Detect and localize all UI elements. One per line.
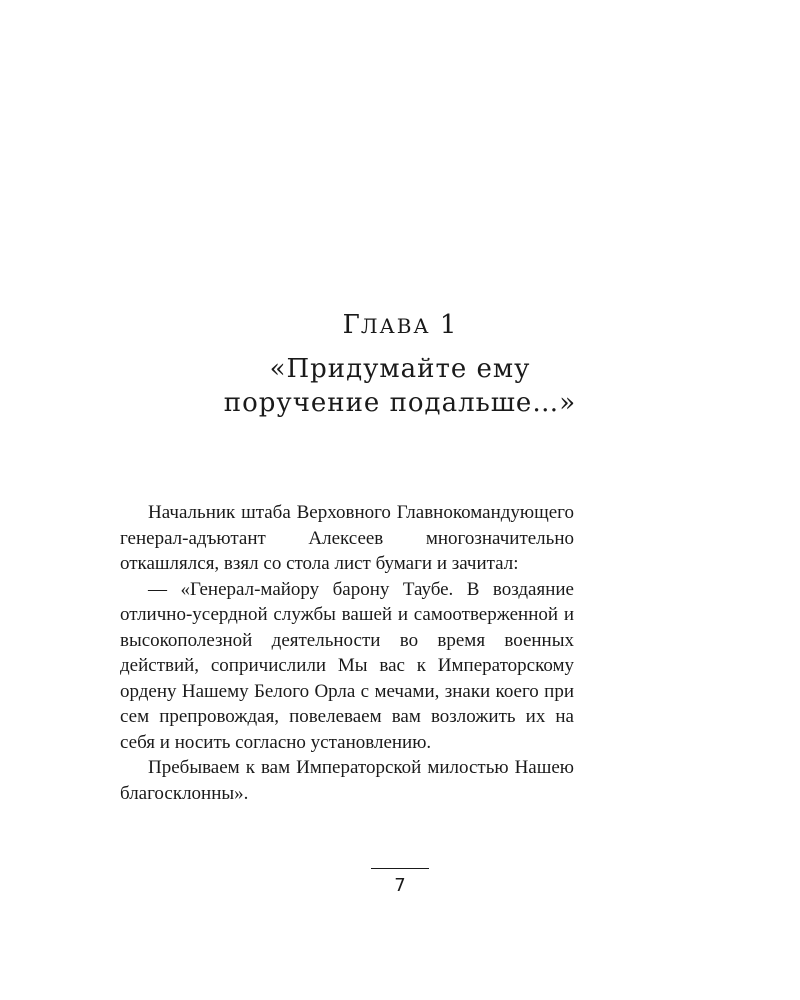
paragraph-3: Пребываем к вам Императорской милостью Нашею благосклонны». xyxy=(120,757,574,804)
chapter-title-line-1: «Придумайте ему xyxy=(269,354,531,384)
body-text xyxy=(120,500,574,806)
paragraph-1: Начальник штаба Верховного Главнокомандующего генерал-адъютант Алексеев многозначительно откашлялся, взял со стола лист бумаги и зачитал: xyxy=(120,502,574,574)
chapter-title-line-2: поручение подальше…» xyxy=(223,388,577,418)
page-number: 7 xyxy=(394,875,406,896)
chapter-label-rest: ЛАВА xyxy=(360,314,431,338)
chapter-number: 1 xyxy=(439,310,458,340)
footer-rule xyxy=(371,868,429,869)
chapter-heading xyxy=(0,305,800,420)
paragraph-2: — «Генерал-майору барону Таубе. В воздаяние отлично-усердной службы вашей и самоотверженной и высокополезной деятельности во время военных действий, сопричислили Мы вас к Императорскому ордену Нашему Белого Орла с мечами, знаки коего при сем препровождая, повелеваем вам возложить их на себя и носить согласно установлению. xyxy=(120,578,574,753)
chapter-label-initial: Г xyxy=(342,310,361,340)
page-footer xyxy=(0,868,800,897)
chapter-title xyxy=(0,352,800,420)
chapter-label xyxy=(0,305,800,346)
